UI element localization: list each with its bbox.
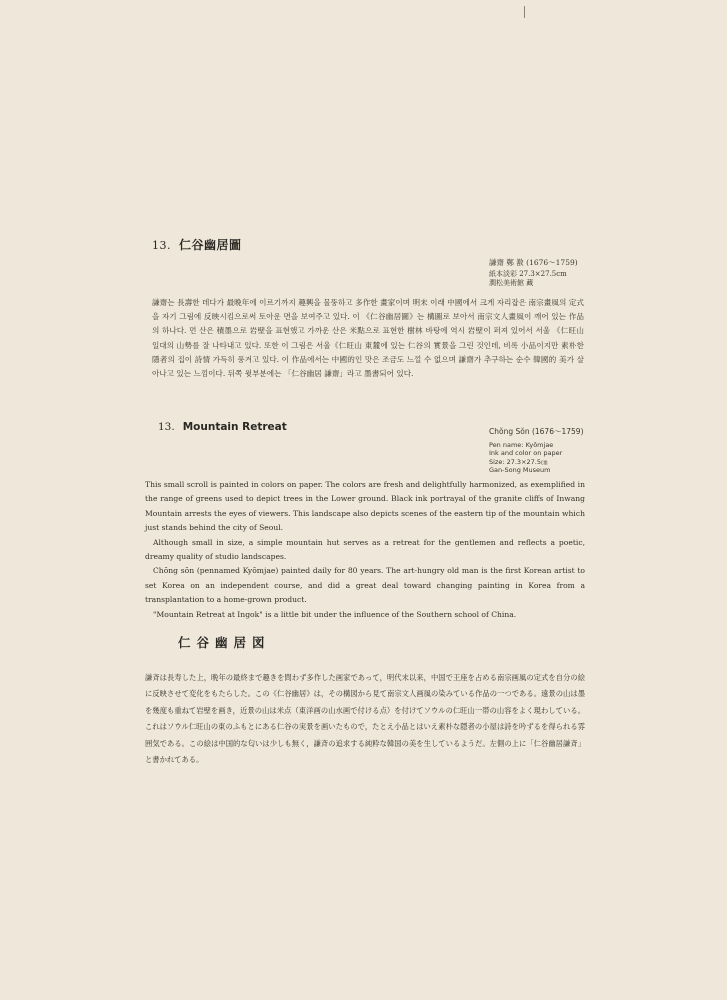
- korean-description: 謙齋는 長壽한 데다가 最晩年에 이르기까지 趣興을 물뚱하고 多作한 畫家이며 明末 이래 中國에서 크게 자리잡은 南宗畫風의 定式을 자기 그림에 反映시킴으로써 토아운 면을 보여주고 있다. 이 《仁谷幽居圖》는 構圖로 보아서 南宗文人畫風이 깨어 있는 作品의 하나다. 먼 산은 積墨으로 岩壁을 표현했고 가까운 산은 米點으로 표현한 樹林 바탕에 역시 岩壁이 퍼져 있어서 서울 《仁旺山 일대의 山勢를 잘 나타내고 있다. 또한 이 그림은 서울《仁旺山 東麓에 있는 仁谷의 實景을 그린 것인데, 비록 小品이지만 素朴한 隱者의 집이 詩情 가득히 풍겨고 있다. 이 作品에서는 中國的인 맛은 조금도 느낄 수 없으며 謙齋가 추구하는 순수 韓國的 美가 살아나고 있는 느낌이다. 뒤쪽 윗부분에는 「仁谷幽居 謙齋」라고 墨書되어 있다.: [152, 298, 584, 379]
- english-title: [158, 421, 287, 433]
- english-artist: Chŏng Sŏn (1676～1759): [489, 427, 584, 436]
- japanese-description: 謙斉は長寿した上，晩年の最終まで趣きを問わず多作した画家であって，明代末以来，中国で王座を占める南宗画風の定式を自分の絵に反映させて変化をもたらした。この《仁谷幽居》は，その構図から見て南宗文人画風の染みている作品の一つである。遠景の山は墨を幾度も重ねて岩壁を画き，近景の山は米点（東洋画の山水画で付ける点）を付けてソウルの仁旺山一帯の山容をよく現わしている。これはソウル仁旺山の東のふもとにある仁谷の実景を画いたもので，たとえ小品とはいえ素朴な隠者の小屋は詩を吟ずるを得られる雰囲気である。この絵は中国的な匂いは少しも無く，謙斉の追求する純粋な韓国の美を生しているようだ。左側の上に「仁谷幽居謙斉」と書かれてある。: [145, 673, 585, 765]
- english-paragraph: Although small in size, a simple mountain hut serves as a retreat for the gentlemen and reflects a poetic, dreamy quality of studio landscapes.: [145, 537, 585, 562]
- japanese-title: 仁谷幽居図: [178, 635, 271, 650]
- english-title-text: Mountain Retreat: [182, 421, 287, 433]
- english-size: Size: 27.3×27.5㎝: [489, 457, 548, 466]
- korean-medium: 紙本淡彩 27.3×27.5cm: [489, 269, 567, 278]
- english-collection: Gan-Song Museum: [489, 466, 551, 474]
- korean-title-text: 仁谷幽居圖: [179, 238, 242, 252]
- english-medium: Ink and color on paper: [489, 449, 563, 457]
- korean-plate-number: 13.: [152, 239, 171, 252]
- english-description: [145, 478, 585, 622]
- korean-title: [152, 236, 242, 253]
- english-paragraph: This small scroll is painted in colors on paper. The colors are fresh and delightfully harmonized, as exemplified in the range of greens used to depict trees in the Lower ground. Black ink portrayal of the granite cliffs of Inwang Mountain arrests the eyes of viewers. This landscape also depicts scenes of the eastern tip of the mountain which just stands behind the city of Seoul.: [145, 480, 585, 533]
- english-caption: [489, 428, 584, 475]
- korean-caption: [489, 258, 578, 289]
- english-pen-name: Pen name: Kyŏmjae: [489, 440, 554, 449]
- margin-mark: [524, 6, 525, 18]
- english-plate-number: 13.: [158, 421, 175, 433]
- korean-collection: 澗松美術館 藏: [489, 279, 534, 287]
- korean-artist: 謙齋 鄭 敾 (1676～1759): [489, 258, 578, 267]
- english-paragraph: "Mountain Retreat at Ingok" is a little bit under the influence of the Southern school of China.: [153, 609, 517, 619]
- english-paragraph: Chŏng sŏn (pennamed Kyŏmjae) painted daily for 80 years. The art-hungry old man is the first Korean artist to set Korea on an independent course, and did a great deal toward changing painting in Korea from a transplantation to a home-grown product.: [145, 566, 585, 605]
